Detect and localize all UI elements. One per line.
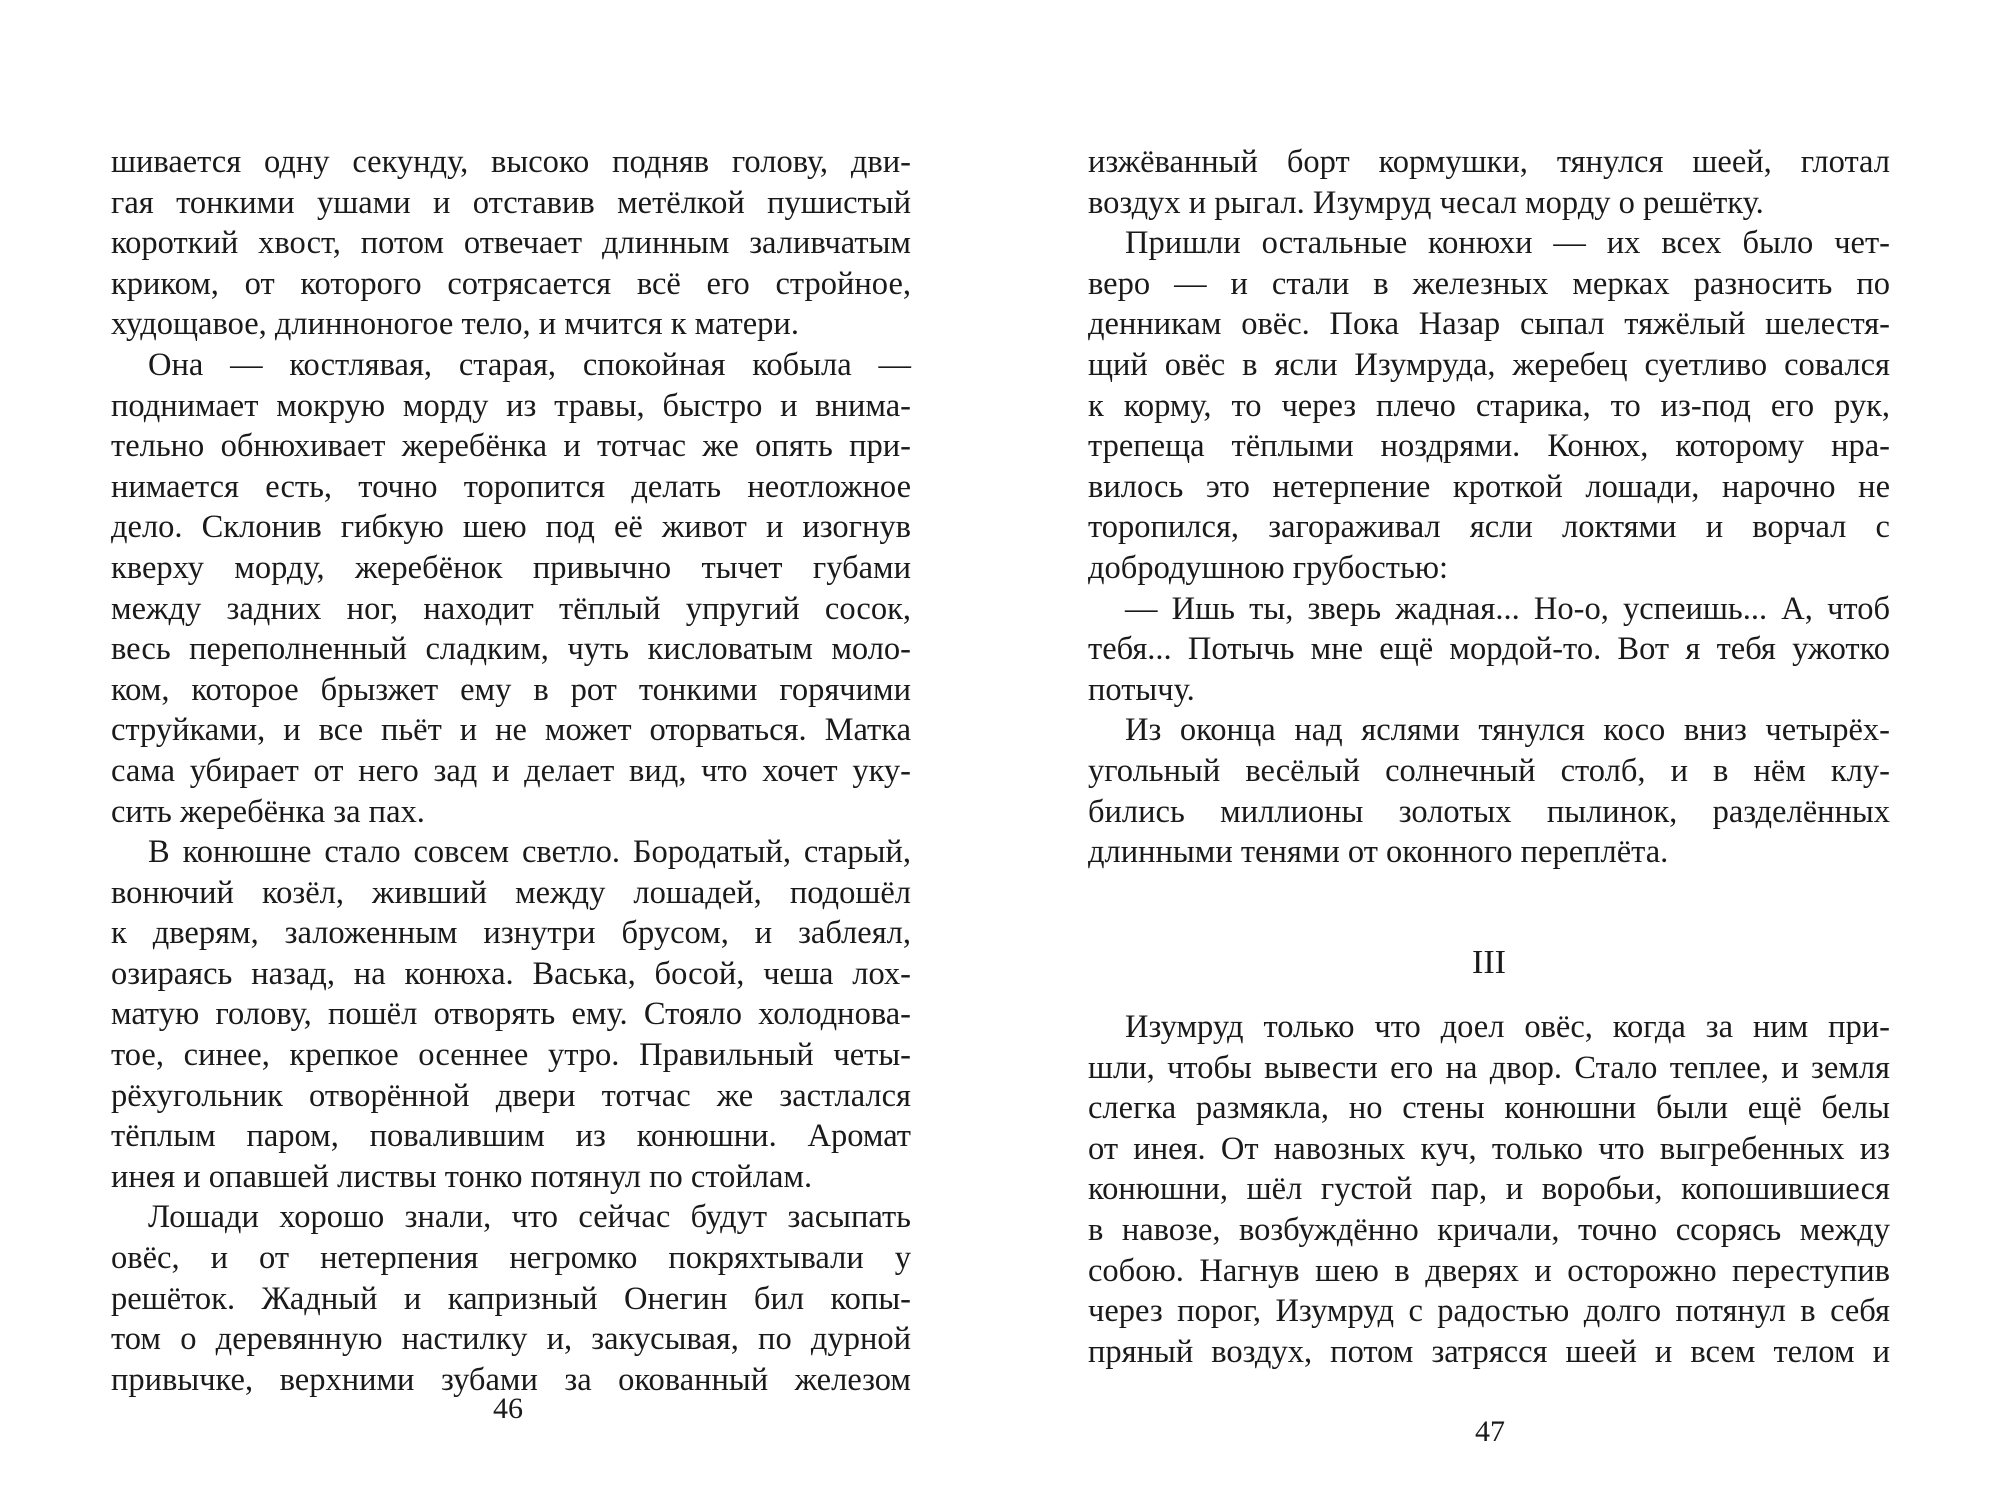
text-line: от инея. От навозных куч, только что выгребенных из xyxy=(1088,1130,1890,1167)
text-line: тебя... Потычь мне ещё мордой-то. Вот я тебя ужотко xyxy=(1088,631,1890,668)
text-line: к корму, то через плечо старика, то из-под его рук, xyxy=(1088,387,1890,424)
paragraph xyxy=(1088,589,1890,711)
text-line: нимается есть, точно торопится делать неотложное xyxy=(111,468,911,505)
text-line: привычке, верхними зубами за окованный железом xyxy=(111,1361,911,1398)
text-line: кверху морду, жеребёнок привычно тычет губами xyxy=(111,549,911,586)
text-line: Лошади хорошо знали, что сейчас будут засыпать xyxy=(148,1199,911,1236)
text-line: худощавое, длинноногое тело, и мчится к матери. xyxy=(111,306,799,343)
text-line: веро — и стали в железных мерках разносить по xyxy=(1088,265,1890,302)
chapter-heading: III xyxy=(1472,944,1506,981)
text-line: тёплым паром, повалившим из конюшни. Аромат xyxy=(111,1118,911,1155)
paragraph xyxy=(1088,142,1890,223)
text-line: сить жеребёнка за пах. xyxy=(111,793,425,830)
right-page xyxy=(1000,0,2000,1500)
text-line: инея и опавшей листвы тонко потянул по стойлам. xyxy=(111,1158,813,1195)
text-line: овёс, и от нетерпения негромко покряхтывали у xyxy=(111,1240,911,1277)
text-line: короткий хвост, потом отвечает длинным заливчатым xyxy=(111,225,911,262)
text-line: конюшни, шёл густой пар, и воробьи, копошившиеся xyxy=(1088,1171,1890,1208)
text-block xyxy=(111,142,911,1400)
text-line: тельно обнюхивает жеребёнка и тотчас же опять при- xyxy=(111,428,911,465)
page-number: 47 xyxy=(1475,1415,1505,1448)
text-line: в навозе, возбуждённо кричали, точно ссорясь между xyxy=(1088,1211,1890,1248)
text-line: — Ишь ты, зверь жадная... Но-о, успеишь... А, чтоб xyxy=(1125,590,1890,627)
text-line: вонючий козёл, живший между лошадей, подошёл xyxy=(111,874,911,911)
text-line: тое, синее, крепкое осеннее утро. Правильный четы- xyxy=(111,1037,911,1074)
text-line: том о деревянную настилку и, закусывая, по дурной xyxy=(111,1321,911,1358)
text-line: трепеща тёплыми ноздрями. Конюх, которому нра- xyxy=(1088,428,1890,465)
paragraph xyxy=(111,1197,911,1400)
text-line: собою. Нагнув шею в дверях и осторожно переступив xyxy=(1088,1252,1890,1289)
text-line: струйками, и все пьёт и не может оторваться. Матка xyxy=(111,712,911,749)
text-line: длинными тенями от оконного переплёта. xyxy=(1088,834,1669,871)
text-line: В конюшне стало совсем светло. Бородатый, старый, xyxy=(148,834,911,871)
text-line: криком, от которого сотрясается всё его стройное, xyxy=(111,265,911,302)
text-line: бились миллионы золотых пылинок, разделённых xyxy=(1088,793,1890,830)
text-line: денникам овёс. Пока Назар сыпал тяжёлый шелестя- xyxy=(1088,306,1890,343)
text-line: матую голову, пошёл отворять ему. Стояло холоднова- xyxy=(111,996,911,1033)
text-line: щий овёс в ясли Изумруда, жеребец суетливо совался xyxy=(1088,346,1890,383)
text-line: воздух и рыгал. Изумруд чесал морду о решётку. xyxy=(1088,184,1764,221)
text-block xyxy=(1088,1007,1890,1372)
text-line: озираясь назад, на конюха. Васька, босой, чеша лох- xyxy=(111,955,911,992)
text-line: Она — костлявая, старая, спокойная кобыла — xyxy=(148,346,911,383)
text-line: Изумруд только что доел овёс, когда за ним при- xyxy=(1125,1009,1890,1045)
page-number: 46 xyxy=(493,1392,523,1425)
text-line: дело. Склонив гибкую шею под её живот и изогнув xyxy=(111,509,911,546)
text-line: сама убирает от него зад и делает вид, что хочет уку- xyxy=(111,752,911,789)
paragraph xyxy=(111,142,911,345)
text-line: вилось это нетерпение кроткой лошади, нарочно не xyxy=(1088,468,1890,505)
text-line: изжёванный борт кормушки, тянулся шеей, глотал xyxy=(1088,144,1890,180)
paragraph xyxy=(111,345,911,832)
text-line: поднимает мокрую морду из травы, быстро и внима- xyxy=(111,387,911,424)
paragraph xyxy=(1088,223,1890,588)
text-line: весь переполненный сладким, чуть кисловатым моло- xyxy=(111,631,911,668)
text-line: угольный весёлый солнечный столб, и в нём клу- xyxy=(1088,752,1890,789)
text-line: ком, которое брызжет ему в рот тонкими горячими xyxy=(111,671,911,708)
text-block xyxy=(1088,142,1890,873)
text-line: добродушною грубостью: xyxy=(1088,549,1449,586)
text-line: шивается одну секунду, высоко подняв голову, дви- xyxy=(111,144,911,180)
text-line: слегка размякла, но стены конюшни были ещё белы xyxy=(1088,1090,1890,1127)
text-line: торопился, загораживал ясли локтями и ворчал с xyxy=(1088,509,1890,546)
text-line: шли, чтобы вывести его на двор. Стало теплее, и земля xyxy=(1088,1049,1890,1086)
paragraph xyxy=(1088,710,1890,872)
text-line: к дверям, заложенным изнутри брусом, и заблеял, xyxy=(111,915,911,952)
text-line: решёток. Жадный и капризный Онегин бил копы- xyxy=(111,1280,911,1317)
text-line: между задних ног, находит тёплый упругий сосок, xyxy=(111,590,911,627)
text-line: Из оконца над яслями тянулся косо вниз четырёх- xyxy=(1125,712,1890,749)
text-line: пряный воздух, потом затрясся шеей и всем телом и xyxy=(1088,1333,1890,1370)
text-line: через порог, Изумруд с радостью долго потянул в себя xyxy=(1088,1293,1890,1330)
text-line: Пришли остальные конюхи — их всех было чет- xyxy=(1125,225,1890,262)
paragraph xyxy=(1088,1007,1890,1372)
text-line: рёхугольник отворённой двери тотчас же застлался xyxy=(111,1077,911,1114)
text-line: гая тонкими ушами и отставив метёлкой пушистый xyxy=(111,184,911,221)
text-line: потычу. xyxy=(1088,671,1195,708)
paragraph xyxy=(111,832,911,1197)
